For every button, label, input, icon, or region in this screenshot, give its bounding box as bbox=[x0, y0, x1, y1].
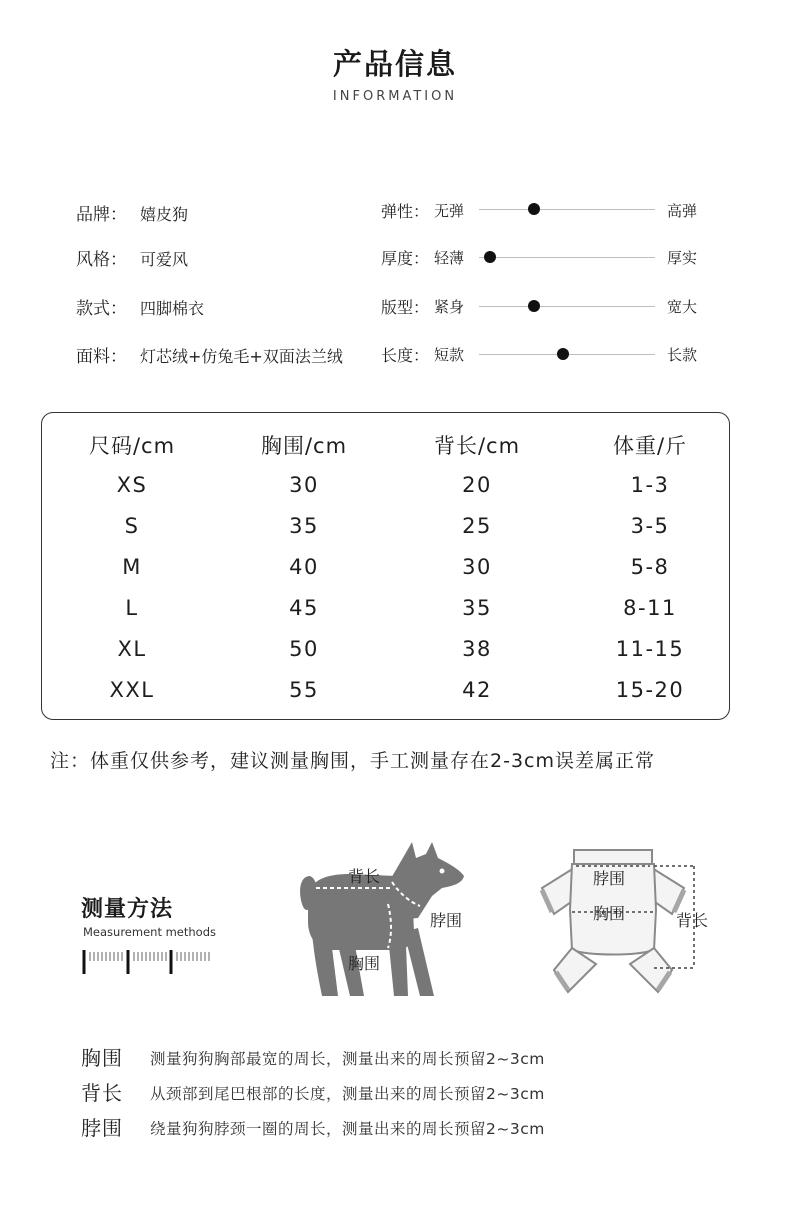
scale-track bbox=[479, 209, 655, 210]
size-header: 背长/cm bbox=[433, 434, 521, 458]
size-cell: 55 bbox=[289, 678, 319, 702]
ruler-icon bbox=[82, 950, 214, 976]
info-value-fabric: 灯芯绒+仿兔毛+双面法兰绒 bbox=[140, 347, 343, 366]
size-cell: 25 bbox=[462, 514, 492, 538]
info-value-type: 四脚棉衣 bbox=[140, 299, 205, 318]
scale-low-label: 紧身 bbox=[434, 298, 465, 316]
size-note: 注：体重仅供参考，建议测量胸围，手工测量存在2-3cm误差属正常 bbox=[50, 750, 655, 772]
measure-term-neck: 脖围 bbox=[81, 1116, 123, 1140]
size-cell: L bbox=[125, 596, 139, 620]
size-cell: 30 bbox=[462, 555, 492, 579]
size-cell: S bbox=[124, 514, 140, 538]
scale-indicator-dot bbox=[528, 203, 540, 215]
page-title: 产品信息 bbox=[332, 47, 457, 81]
page-subtitle: INFORMATION bbox=[332, 89, 458, 104]
size-cell: 50 bbox=[289, 637, 319, 661]
scale-high-label: 厚实 bbox=[667, 249, 698, 267]
info-value-brand: 嬉皮狗 bbox=[140, 205, 189, 224]
scale-indicator-dot bbox=[484, 251, 496, 263]
dog-back-label: 背长 bbox=[348, 867, 381, 886]
size-cell: 38 bbox=[462, 637, 492, 661]
measure-term-chest: 胸围 bbox=[81, 1046, 123, 1070]
measure-desc-back: 从颈部到尾巴根部的长度，测量出来的周长预留2~3cm bbox=[150, 1085, 545, 1103]
size-cell: 5-8 bbox=[630, 555, 670, 579]
scale-high-label: 宽大 bbox=[667, 298, 698, 316]
size-cell: XXL bbox=[109, 678, 155, 702]
scale-indicator-dot bbox=[557, 348, 569, 360]
info-key-type: 款式： bbox=[76, 299, 127, 319]
info-key-fabric: 面料： bbox=[76, 347, 127, 367]
info-value-style: 可爱风 bbox=[140, 250, 189, 269]
size-cell: 1-3 bbox=[630, 473, 670, 497]
scale-label: 弹性： bbox=[381, 202, 430, 221]
garment-back-label: 背长 bbox=[676, 911, 709, 930]
size-cell: 3-5 bbox=[630, 514, 670, 538]
info-key-style: 风格： bbox=[76, 250, 127, 270]
size-cell: 30 bbox=[289, 473, 319, 497]
dog-chest-label: 胸围 bbox=[348, 954, 381, 973]
info-key-brand: 品牌： bbox=[76, 205, 127, 225]
size-header: 体重/斤 bbox=[612, 434, 688, 458]
size-cell: 11-15 bbox=[615, 637, 685, 661]
size-cell: 8-11 bbox=[623, 596, 677, 620]
size-cell: 35 bbox=[462, 596, 492, 620]
method-subtitle: Measurement methods bbox=[83, 925, 217, 939]
scale-track bbox=[479, 306, 655, 307]
size-cell: 42 bbox=[462, 678, 492, 702]
garment-chest-label: 胸围 bbox=[593, 904, 626, 923]
size-cell: 35 bbox=[289, 514, 319, 538]
dog-neck-label: 脖围 bbox=[430, 911, 463, 930]
garment-neck-label: 脖围 bbox=[593, 869, 626, 888]
scale-high-label: 长款 bbox=[667, 346, 698, 364]
measure-desc-neck: 绕量狗狗脖颈一圈的周长，测量出来的周长预留2~3cm bbox=[150, 1120, 545, 1138]
size-cell: 15-20 bbox=[615, 678, 685, 702]
measure-term-back: 背长 bbox=[81, 1081, 123, 1105]
measure-desc-chest: 测量狗狗胸部最宽的周长，测量出来的周长预留2~3cm bbox=[150, 1050, 545, 1068]
method-title: 测量方法 bbox=[81, 897, 174, 922]
scale-low-label: 轻薄 bbox=[434, 249, 465, 267]
size-header: 尺码/cm bbox=[88, 434, 176, 458]
scale-label: 版型： bbox=[381, 298, 430, 317]
size-cell: XL bbox=[117, 637, 147, 661]
scale-low-label: 无弹 bbox=[434, 202, 465, 220]
scale-label: 厚度： bbox=[381, 249, 430, 268]
size-cell: 40 bbox=[289, 555, 319, 579]
scale-high-label: 高弹 bbox=[667, 202, 698, 220]
size-header: 胸围/cm bbox=[260, 434, 348, 458]
scale-track bbox=[479, 257, 655, 258]
size-cell: 45 bbox=[289, 596, 319, 620]
size-cell: M bbox=[122, 555, 142, 579]
scale-low-label: 短款 bbox=[434, 346, 465, 364]
scale-label: 长度： bbox=[381, 346, 430, 365]
size-cell: XS bbox=[116, 473, 148, 497]
scale-indicator-dot bbox=[528, 300, 540, 312]
size-cell: 20 bbox=[462, 473, 492, 497]
